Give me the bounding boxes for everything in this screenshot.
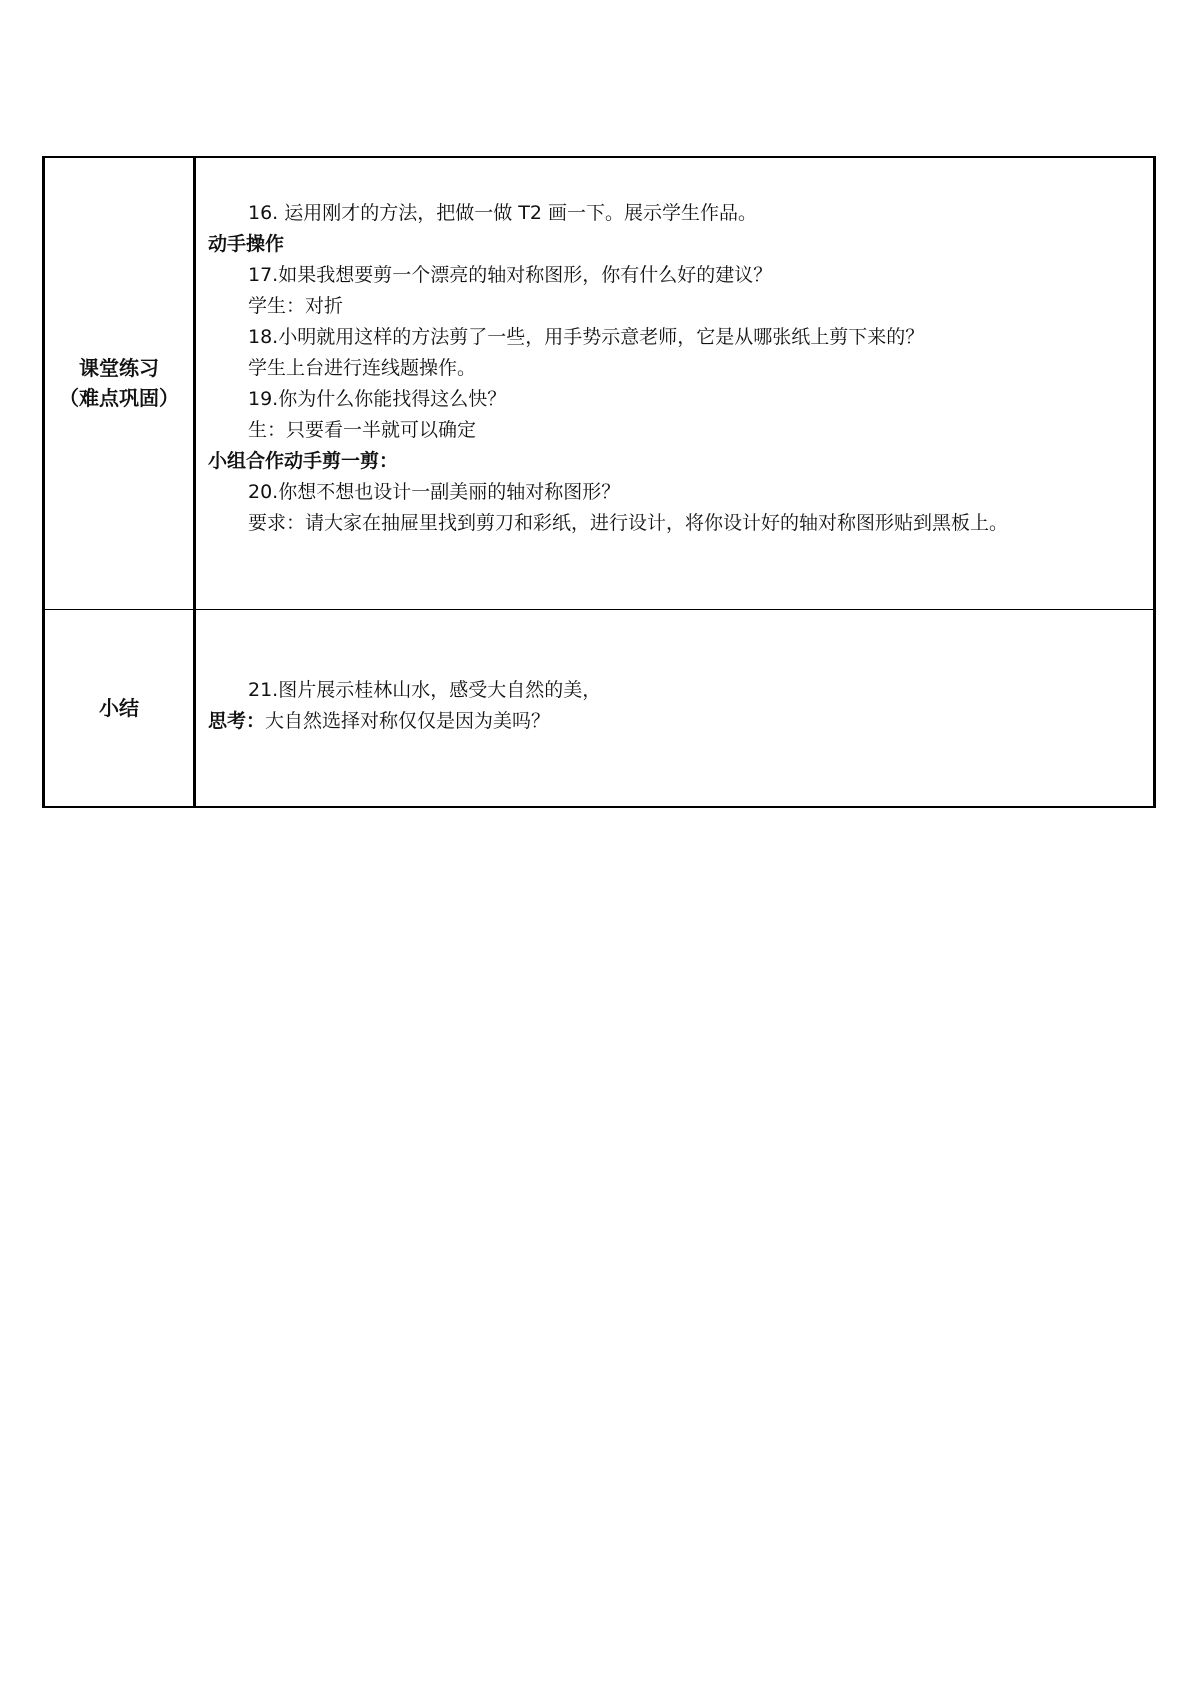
question-17: 17.如果我想要剪一个漂亮的轴对称图形，你有什么好的建议？	[248, 264, 773, 286]
think-prefix: 思考：	[208, 709, 266, 732]
summary-content	[208, 610, 1143, 737]
summary-label: 小结	[99, 695, 139, 720]
summary-row	[44, 609, 1155, 807]
summary-content-cell	[195, 609, 1155, 807]
answer-18: 学生上台进行连线题操作。	[248, 357, 477, 379]
practice-content-cell	[195, 157, 1155, 609]
summary-item-21: 21.图片展示桂林山水，感受大自然的美，	[248, 678, 602, 701]
question-20: 20.你想不想也设计一副美丽的轴对称图形？	[248, 481, 621, 503]
heading-hands-on: 动手操作	[208, 233, 285, 255]
practice-row	[44, 157, 1155, 609]
heading-group-work: 小组合作动手剪一剪：	[208, 450, 399, 472]
think-text: 大自然选择对称仅仅是因为美吗？	[265, 709, 551, 732]
practice-label-cell	[44, 157, 195, 609]
summary-think-line	[208, 706, 1143, 737]
requirement-text: 要求：请大家在抽屉里找到剪刀和彩纸，进行设计，将你设计好的轴对称图形贴到黑板上。	[248, 512, 1009, 534]
answer-17: 学生：对折	[248, 295, 344, 317]
question-18: 18.小明就用这样的方法剪了一些，用手势示意老师，它是从哪张纸上剪下来的？	[248, 326, 925, 348]
lesson-plan-table	[42, 156, 1156, 808]
answer-19: 生：只要看一半就可以确定	[248, 419, 477, 441]
practice-label-title: 课堂练习	[79, 356, 159, 381]
practice-content	[208, 158, 1143, 539]
question-16: 16. 运用刚才的方法，把做一做 T2 画一下。展示学生作品。	[248, 202, 758, 224]
summary-label-cell	[44, 609, 195, 807]
practice-label-subtitle: （难点巩固）	[59, 386, 179, 411]
question-19: 19.你为什么你能找得这么快？	[248, 388, 507, 410]
